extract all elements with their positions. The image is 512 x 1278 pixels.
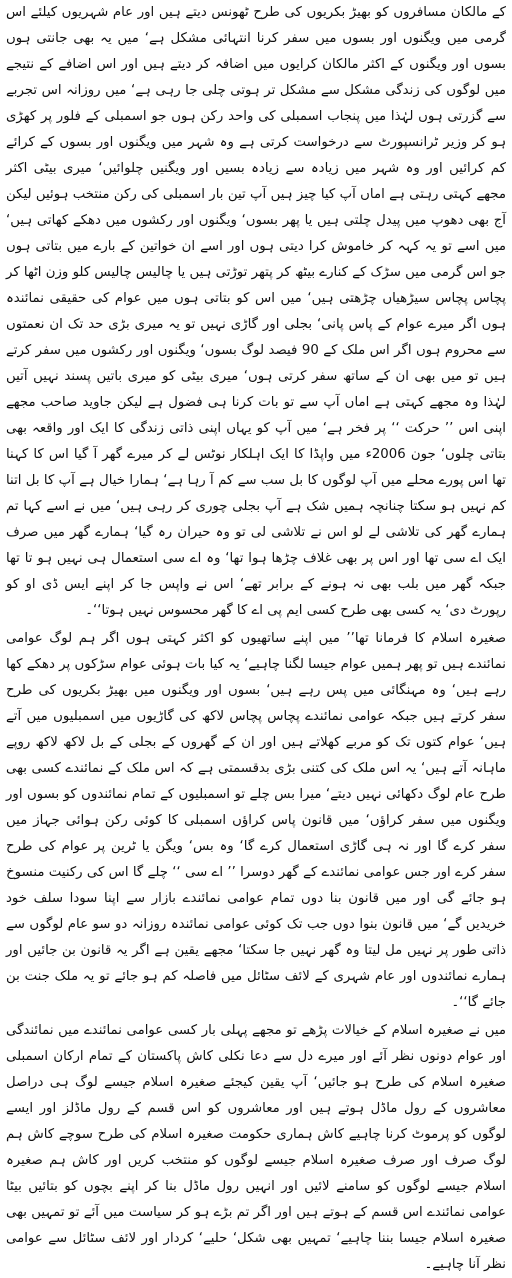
article-paragraph-2: صغیرہ اسلام کا فرمانا تھا’’ میں اپنے ساتھیوں کو اکثر کہتی ہوں اگر ہم لوگ عوامی نمائندے ہیں تو پھر ہمیں عوام جیسا لگنا چاہیے‘ یہ کیا بات ہوئی عوام سڑکوں پر دھکے کھا رہے ہیں‘ وہ مہنگائی میں پس رہے ہیں‘ بسوں اور ویگنوں میں بھیڑ بکریوں کی طرح سفر کرتے ہیں جبکہ عوامی نمائندے پچاس پچاس لاکھ کی گاڑیوں میں اسمبلیوں میں آتے ہیں‘ عوام کتوں تک کو مربے کھلاتے ہیں اور ان کے گھروں کے بجلی کے بل لاکھ لاکھ روپے ماہانہ آتے ہیں‘ یہ اس ملک کی کتنی بڑی بدقسمتی ہے کہ اس ملک کے نمائندے کسی بھی طرح عام لوگ دکھائی نہیں دیتے‘ میرا بس چلے تو اسمبلیوں کے تمام نمائندوں کو بسوں اور ویگنوں میں سفر کراؤں‘ میں قانون پاس کراؤں اسمبلی کا کوئی رکن ہوائی جہاز میں سفر کرے گا اور نہ ہی گاڑی استعمال کرے گا‘ وہ بس‘ ویگن یا ٹرین پر عوام کی طرح سفر کرے اور جس عوامی نمائندے کے گھر دوسرا ’’ اے سی ‘‘ چلے گا اس کی رکنیت منسوخ ہو جائے گی اور میں قانون بنا دوں تمام عوامی نمائندے بازار سے اپنا سودا سلف خود خریدیں گے‘ میں قانون بنوا دوں جب تک کوئی عوامی نمائندہ روزانہ دو سو عام لوگوں سے ذاتی طور پر نہیں مل لیتا وہ گھر نہیں جا سکتا‘ مجھے یقین ہے اگر یہ قانون بن جائیں اور ہمارے نمائندوں اور عام شہری کے لائف سٹائل میں فاصلہ کم ہو جائے تو یہ ملک جنت بن جائے گا‘‘۔: [6, 631, 506, 1010]
article-paragraph-3: میں نے صغیرہ اسلام کے خیالات پڑھے تو مجھے پہلی بار کسی عوامی نمائندے میں نمائندگی اور عوام دونوں نظر آئے اور میرے دل سے دعا نکلی کاش پاکستان کے تمام ارکان اسمبلی صغیرہ اسلام کی طرح ہو جائیں‘ آپ یقین کیجئے صغیرہ اسلام جیسے لوگ ہی دراصل معاشروں کے رول ماڈل ہوتے ہیں اور معاشروں کو اس قسم کے رول ماڈلز اور ایسے لوگوں کو پرموٹ کرنا چاہیے کاش ہماری حکومت صغیرہ اسلام کی طرح سوچے کاش ہم لوگ صرف اور صرف صغیرہ اسلام جیسے لوگوں کو منتخب کریں اور کاش ہم صغیرہ اسلام جیسے لوگوں کو سامنے لائیں اور انہیں رول ماڈل بنا کر اپنے بچوں کو بتائیں بیٹا عوامی نمائندے اس قسم کے ہوتے ہیں اور اگر تم بڑے ہو کر سیاست میں آئے تو تمہیں بھی صغیرہ اسلام جیسا بننا چاہیے‘ تمہیں بھی شکل‘ حلیے‘ کردار اور لائف سٹائل سے عوامی نظر آنا چاہیے۔: [6, 1023, 506, 1272]
article-paragraph-1: کے مالکان مسافروں کو بھیڑ بکریوں کی طرح ٹھونس دیتے ہیں اور عام شہریوں کیلئے اس گرمی میں ویگنوں اور بسوں میں سفر کرنا انتہائی مشکل ہے‘ میں یہ بھی جانتی ہوں بسوں اور ویگنوں کے اکثر مالکان کرایوں میں اضافہ کر دیتے ہیں اور اس اضافے کے نتیجے میں لوگوں کی زندگی مشکل سے مشکل تر ہوتی چلی جا رہی ہے‘ میں روزانہ اس تجربے سے گزرتی ہوں لہٰذا میں پنجاب اسمبلی کی واحد رکن ہوں جو اسمبلی کے فلور پر کھڑی ہو کر وزیر ٹرانسپورٹ سے درخواست کرتی ہے وہ شہر میں ویگنوں اور بسوں کے کرائے کم کرائیں اور وہ شہر میں زیادہ سے زیادہ بسیں اور ویگنیں چلوائیں‘ میری بیٹی اکثر مجھے کہتی رہتی ہے اماں آپ کیا چیز ہیں آپ تین بار اسمبلی کی رکن منتخب ہوئیں لیکن آج بھی دھوپ میں پیدل چلتی ہیں یا پھر بسوں‘ ویگنوں اور رکشوں میں دھکے کھاتی ہیں‘ میں اسے تو یہ کہہ کر خاموش کرا دیتی ہوں اور اسے ان خواتین کے بارے میں بتاتی ہوں جو اس گرمی میں سڑک کے کنارے بیٹھ کر پتھر توڑتی ہیں یا چالیس چالیس کلو وزن اٹھا کر پچاس پچاس سیڑھیاں چڑھتی ہیں‘ میں اس کو بتاتی ہوں میں عوام کی حقیقی نمائندہ ہوں اگر میرے عوام کے پاس پانی‘ بجلی اور گاڑی نہیں تو یہ میری بڑی حد تک ان نعمتوں سے محروم ہوں اگر اس ملک کے 90 فیصد لوگ بسوں‘ ویگنوں اور رکشوں میں سفر کرتے ہیں تو میں بھی ان کے ساتھ سفر کرتی ہوں‘ میری بیٹی کو میری باتیں پسند نہیں آتیں لہٰذا وہ مجھے کہتی ہے اماں آپ سے تو بات کرنا ہی فضول ہے لیکن جاوید صاحب مجھے اپنی اس ’’ حرکت ‘‘ پر فخر ہے‘ میں آپ کو یہاں اپنی ذاتی زندگی کا ایک اور واقعہ بھی بتاتی چلوں‘ جون 2006ء میں واپڈا کا ایک اہلکار نوٹس لے کر میرے گھر آ گیا اس کا کہنا تھا اس پورے محلے میں آپ لوگوں کا بل سب سے کم آ رہا ہے‘ ہمارا خیال ہے آپ کا بل اتنا کم نہیں ہو سکتا چنانچہ ہمیں شک ہے آپ بجلی چوری کر رہی ہیں‘ میں نے اسے کہا تم ہمارے گھر کی تلاشی لے لو اس نے تلاشی لی تو وہ حیران رہ گیا‘ ہمارے گھر میں صرف ایک اے سی تھا اور اس پر بھی غلاف چڑھا ہوا تھا‘ وہ اے سی استعمال ہی نہیں ہو تا تھا جبکہ گھر میں بلب بھی نہ ہونے کے برابر تھے‘ اس نے واپس جا کر اپنے ایس ڈی او کو رپورٹ دی‘ یہ کسی بھی طرح کسی ایم پی اے کا گھر محسوس نہیں ہوتا‘‘۔: [6, 5, 506, 618]
